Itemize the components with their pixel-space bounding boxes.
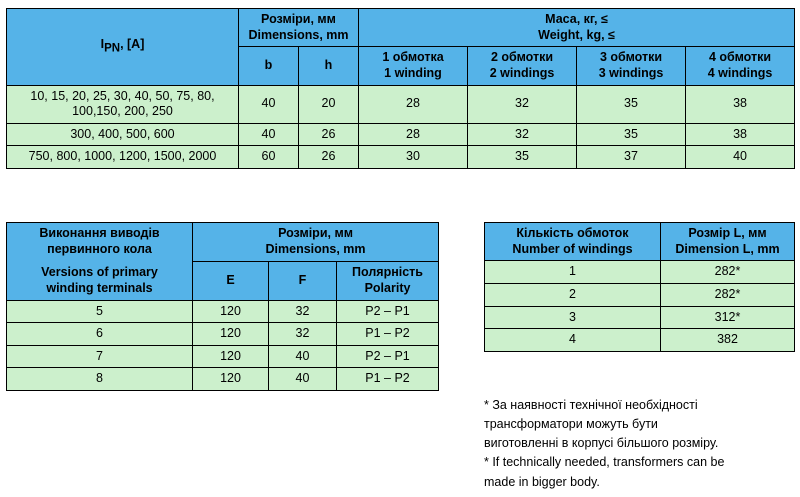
table-row <box>485 306 795 329</box>
footnote-uk-line-2: трансформатори можуть бути <box>484 417 658 432</box>
weight-uk: Маса, кг, ≤ <box>545 12 608 26</box>
versions-uk-line-2: первинного кола <box>47 241 152 256</box>
header-cell-weight <box>359 9 795 47</box>
versions-en-line-2: winding terminals <box>46 280 153 295</box>
winding-1-en: 1 winding <box>384 65 442 80</box>
header-cell-dimension-l <box>661 223 795 261</box>
dimensions-en: Dimensions, mm <box>265 241 366 256</box>
winding-3-uk: 3 обмотки <box>599 50 663 65</box>
dimensions-en: Dimensions, mm <box>248 27 349 42</box>
table-row <box>7 323 439 346</box>
header-cell-dimensions <box>193 223 439 262</box>
cell-version: 5 <box>7 300 193 323</box>
ipn-suffix: , [A] <box>120 37 145 52</box>
header-cell-h: h <box>299 47 359 85</box>
header-cell-winding-1 <box>359 47 468 85</box>
number-en: Number of windings <box>512 241 633 256</box>
cell-f: 40 <box>269 345 337 368</box>
header-cell-versions <box>7 223 193 301</box>
header-cell-b: b <box>239 47 299 85</box>
table-row <box>7 146 795 169</box>
cell-weight-3: 35 <box>577 123 686 146</box>
cell-winding-count: 4 <box>485 329 661 352</box>
cell-b: 60 <box>239 146 299 169</box>
table-header-row <box>7 9 795 47</box>
cell-weight-1: 28 <box>359 123 468 146</box>
cell-polarity: Р1 – Р2 <box>337 323 439 346</box>
cell-winding-count: 3 <box>485 306 661 329</box>
header-cell-ipn <box>7 9 239 86</box>
number-uk: Кількість обмоток <box>516 226 629 240</box>
table-row <box>485 283 795 306</box>
cell-dimension-l: 282* <box>661 283 795 306</box>
winding-2-en: 2 windings <box>489 65 555 80</box>
header-cell-polarity <box>337 261 439 300</box>
cell-weight-4: 38 <box>686 123 795 146</box>
table-header-row <box>7 223 439 262</box>
cell-version: 7 <box>7 345 193 368</box>
primary-winding-terminals-table <box>6 222 439 391</box>
cell-weight-2: 32 <box>468 85 577 123</box>
cell-weight-4: 38 <box>686 85 795 123</box>
header-cell-winding-3 <box>577 47 686 85</box>
cell-weight-4: 40 <box>686 146 795 169</box>
weight-en: Weight, kg, ≤ <box>538 27 615 42</box>
versions-en-line-1: Versions of primary <box>41 265 158 280</box>
cell-ipn-range: 300, 400, 500, 600 <box>7 123 239 146</box>
header-cell-winding-4 <box>686 47 795 85</box>
cell-f: 32 <box>269 300 337 323</box>
cell-e: 120 <box>193 300 269 323</box>
winding-4-en: 4 windings <box>707 65 773 80</box>
spacer <box>9 257 190 265</box>
cell-h: 26 <box>299 146 359 169</box>
ipn-range-line-1: 10, 15, 20, 25, 30, 40, 50, 75, 80, <box>30 88 215 103</box>
table-row <box>7 300 439 323</box>
cell-e: 120 <box>193 368 269 391</box>
winding-1-uk: 1 обмотка <box>382 50 444 65</box>
header-cell-number-of-windings <box>485 223 661 261</box>
cell-weight-3: 35 <box>577 85 686 123</box>
cell-e: 120 <box>193 323 269 346</box>
table-row <box>485 329 795 352</box>
cell-dimension-l: 282* <box>661 261 795 284</box>
table-header-row <box>485 223 795 261</box>
cell-version: 8 <box>7 368 193 391</box>
footnote-uk-line-1: * За наявності технічної необхідності <box>484 398 698 412</box>
cell-h: 20 <box>299 85 359 123</box>
cell-f: 40 <box>269 368 337 391</box>
cell-winding-count: 1 <box>485 261 661 284</box>
polarity-uk: Полярність <box>352 265 423 279</box>
cell-weight-3: 37 <box>577 146 686 169</box>
ipn-range-line-2: 100,150, 200, 250 <box>72 104 173 119</box>
polarity-en: Polarity <box>364 280 411 295</box>
cell-winding-count: 2 <box>485 283 661 306</box>
header-cell-e: E <box>193 261 269 300</box>
cell-b: 40 <box>239 85 299 123</box>
footnote-en-line-2: made in bigger body. <box>484 474 600 489</box>
winding-2-uk: 2 обмотки <box>490 50 554 65</box>
header-cell-dimensions <box>239 9 359 47</box>
ipn-subscript: PN <box>104 42 121 55</box>
cell-ipn-range: 750, 800, 1000, 1200, 1500, 2000 <box>7 146 239 169</box>
transformer-dimensions-weight-table <box>6 8 795 169</box>
header-cell-f: F <box>269 261 337 300</box>
cell-polarity: Р2 – Р1 <box>337 300 439 323</box>
dimension-en: Dimension L, mm <box>675 241 780 256</box>
cell-weight-1: 28 <box>359 85 468 123</box>
table-row <box>7 85 795 123</box>
footnote-en-line-1: * If technically needed, transformers can be <box>484 455 725 470</box>
cell-dimension-l: 382 <box>661 329 795 352</box>
dimensions-uk: Розміри, мм <box>261 12 336 26</box>
cell-weight-2: 32 <box>468 123 577 146</box>
winding-4-uk: 4 обмотки <box>708 50 772 65</box>
versions-uk-line-1: Виконання виводів <box>39 226 160 240</box>
cell-b: 40 <box>239 123 299 146</box>
header-cell-winding-2 <box>468 47 577 85</box>
table-row <box>7 368 439 391</box>
cell-ipn-range <box>7 85 239 123</box>
table-row <box>485 261 795 284</box>
cell-polarity: Р2 – Р1 <box>337 345 439 368</box>
cell-h: 26 <box>299 123 359 146</box>
cell-e: 120 <box>193 345 269 368</box>
cell-weight-1: 30 <box>359 146 468 169</box>
dimensions-uk: Розміри, мм <box>278 226 353 241</box>
table-row <box>7 123 795 146</box>
table-row <box>7 345 439 368</box>
cell-version: 6 <box>7 323 193 346</box>
number-of-windings-table <box>484 222 795 352</box>
footnote-uk-line-3: виготовленні в корпусі більшого розміру. <box>484 436 719 451</box>
ipn-prefix: I <box>100 37 105 52</box>
cell-weight-2: 35 <box>468 146 577 169</box>
cell-polarity: Р1 – Р2 <box>337 368 439 391</box>
cell-dimension-l: 312* <box>661 306 795 329</box>
cell-f: 32 <box>269 323 337 346</box>
winding-3-en: 3 windings <box>598 65 664 80</box>
dimension-uk: Розмір L, мм <box>688 226 767 240</box>
footnote-block <box>484 396 796 492</box>
